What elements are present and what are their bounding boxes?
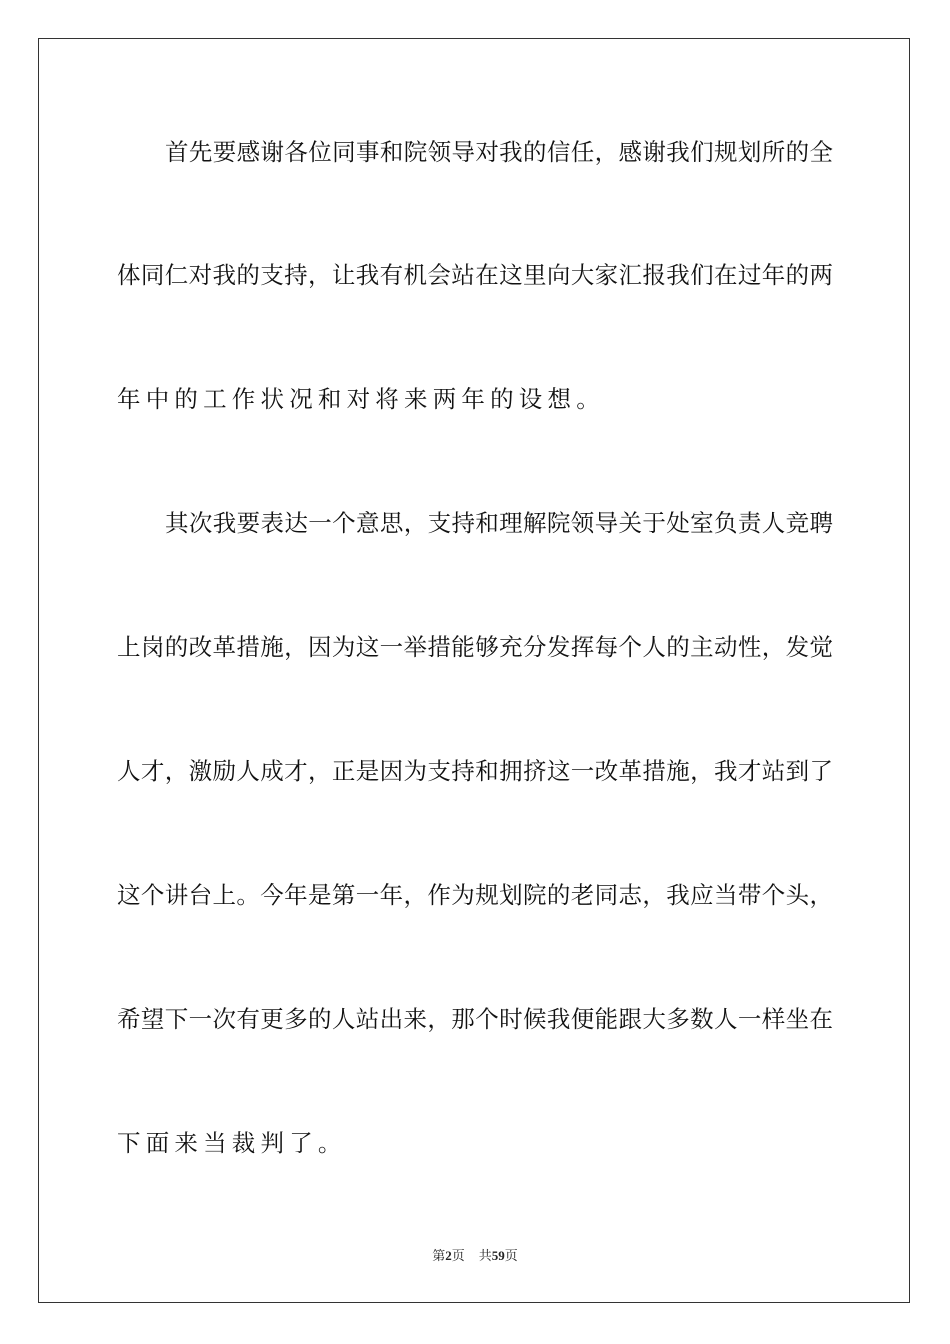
page-prefix: 第 <box>432 1249 446 1264</box>
page-number: 2 <box>445 1248 452 1263</box>
paragraph-2-line-1: 其次我要表达一个意思，支持和理解院领导关于处室负责人竞聘 <box>165 509 833 537</box>
total-suffix: 页 <box>504 1249 518 1264</box>
paragraph-2-line-2: 上岗的改革措施，因为这一举措能够充分发挥每个人的主动性，发觉 <box>117 633 833 661</box>
page-border <box>38 38 910 1303</box>
paragraph-2-line-6: 下面来当裁判了。 <box>117 1129 347 1157</box>
page-suffix: 页 <box>451 1249 465 1264</box>
total-pages: 59 <box>491 1248 505 1263</box>
paragraph-2-line-3: 人才，激励人成才，正是因为支持和拥挤这一改革措施，我才站到了 <box>117 757 833 785</box>
page-footer <box>0 1247 950 1266</box>
paragraph-1-line-2: 体同仁对我的支持，让我有机会站在这里向大家汇报我们在过年的两 <box>117 261 833 289</box>
paragraph-2-line-5: 希望下一次有更多的人站出来，那个时候我便能跟大多数人一样坐在 <box>117 1005 833 1033</box>
paragraph-2-line-4: 这个讲台上。今年是第一年，作为规划院的老同志，我应当带个头， <box>117 881 833 909</box>
total-prefix: 共 <box>478 1249 492 1264</box>
paragraph-1-line-1: 首先要感谢各位同事和院领导对我的信任，感谢我们规划所的全 <box>165 138 833 166</box>
paragraph-1-line-3: 年中的工作状况和对将来两年的设想。 <box>117 385 605 413</box>
